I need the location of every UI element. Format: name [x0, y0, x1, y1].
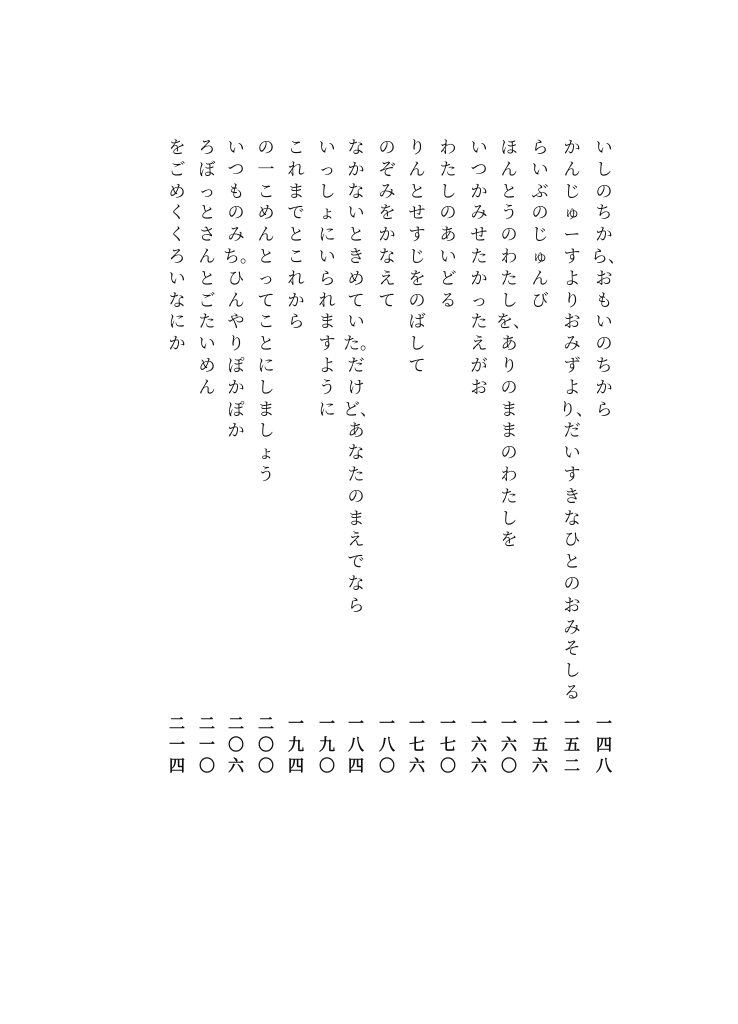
entry-page-number: 一五六 — [531, 714, 548, 775]
entry-page-number: 一八四 — [347, 714, 364, 775]
entry-page-number: 一七六 — [408, 714, 425, 775]
entry-title: わたしのあいどる — [439, 138, 457, 311]
entry-title: ろぼっとさんとごたいめん — [198, 138, 216, 398]
entry-page-number: 一七〇 — [439, 714, 456, 775]
entry-title: の一こめんとってことにしましょう — [257, 138, 275, 485]
entry-page-number: 一六六 — [470, 714, 487, 775]
entry-title: ほんとうのわたしを、ありのままのわたしを — [496, 138, 530, 551]
entry-page-number: 一四八 — [595, 714, 612, 775]
entry-page-number: 一八〇 — [378, 714, 395, 775]
entry-page-number: 一九〇 — [318, 714, 335, 775]
entry-page-number: 一五二 — [563, 714, 580, 775]
entry-title: これまでとこれから — [287, 138, 305, 333]
entry-page-number: 二〇〇 — [257, 714, 274, 775]
entry-title: いつものみち。ひんやりぽかぽか — [223, 138, 257, 442]
entry-title: りんとせすじをのばして — [408, 138, 426, 376]
entry-page-number: 一九四 — [287, 714, 304, 775]
entry-page-number: 二〇六 — [227, 714, 244, 775]
entry-title: をごめくくろいなにか — [168, 138, 186, 355]
entry-page-number: 二一四 — [168, 714, 185, 775]
entry-title: なかないときめていた。だけど、あなたのまえでなら — [343, 138, 377, 616]
entry-title: のぞみをかなえて — [378, 138, 396, 311]
entry-title: いしのちから、おもいのちから — [591, 138, 625, 420]
entry-title: いっしょにいられますように — [318, 138, 336, 420]
entry-title: らいぶのじゅんび — [531, 138, 549, 311]
entry-page-number: 一六〇 — [500, 714, 517, 775]
entry-page-number: 二一〇 — [198, 714, 215, 775]
entry-title: かんじゅーすよりおみずより、だいすきなひとのおみそしる — [559, 138, 593, 703]
entry-title: いつかみせたかったえがお — [470, 138, 488, 398]
